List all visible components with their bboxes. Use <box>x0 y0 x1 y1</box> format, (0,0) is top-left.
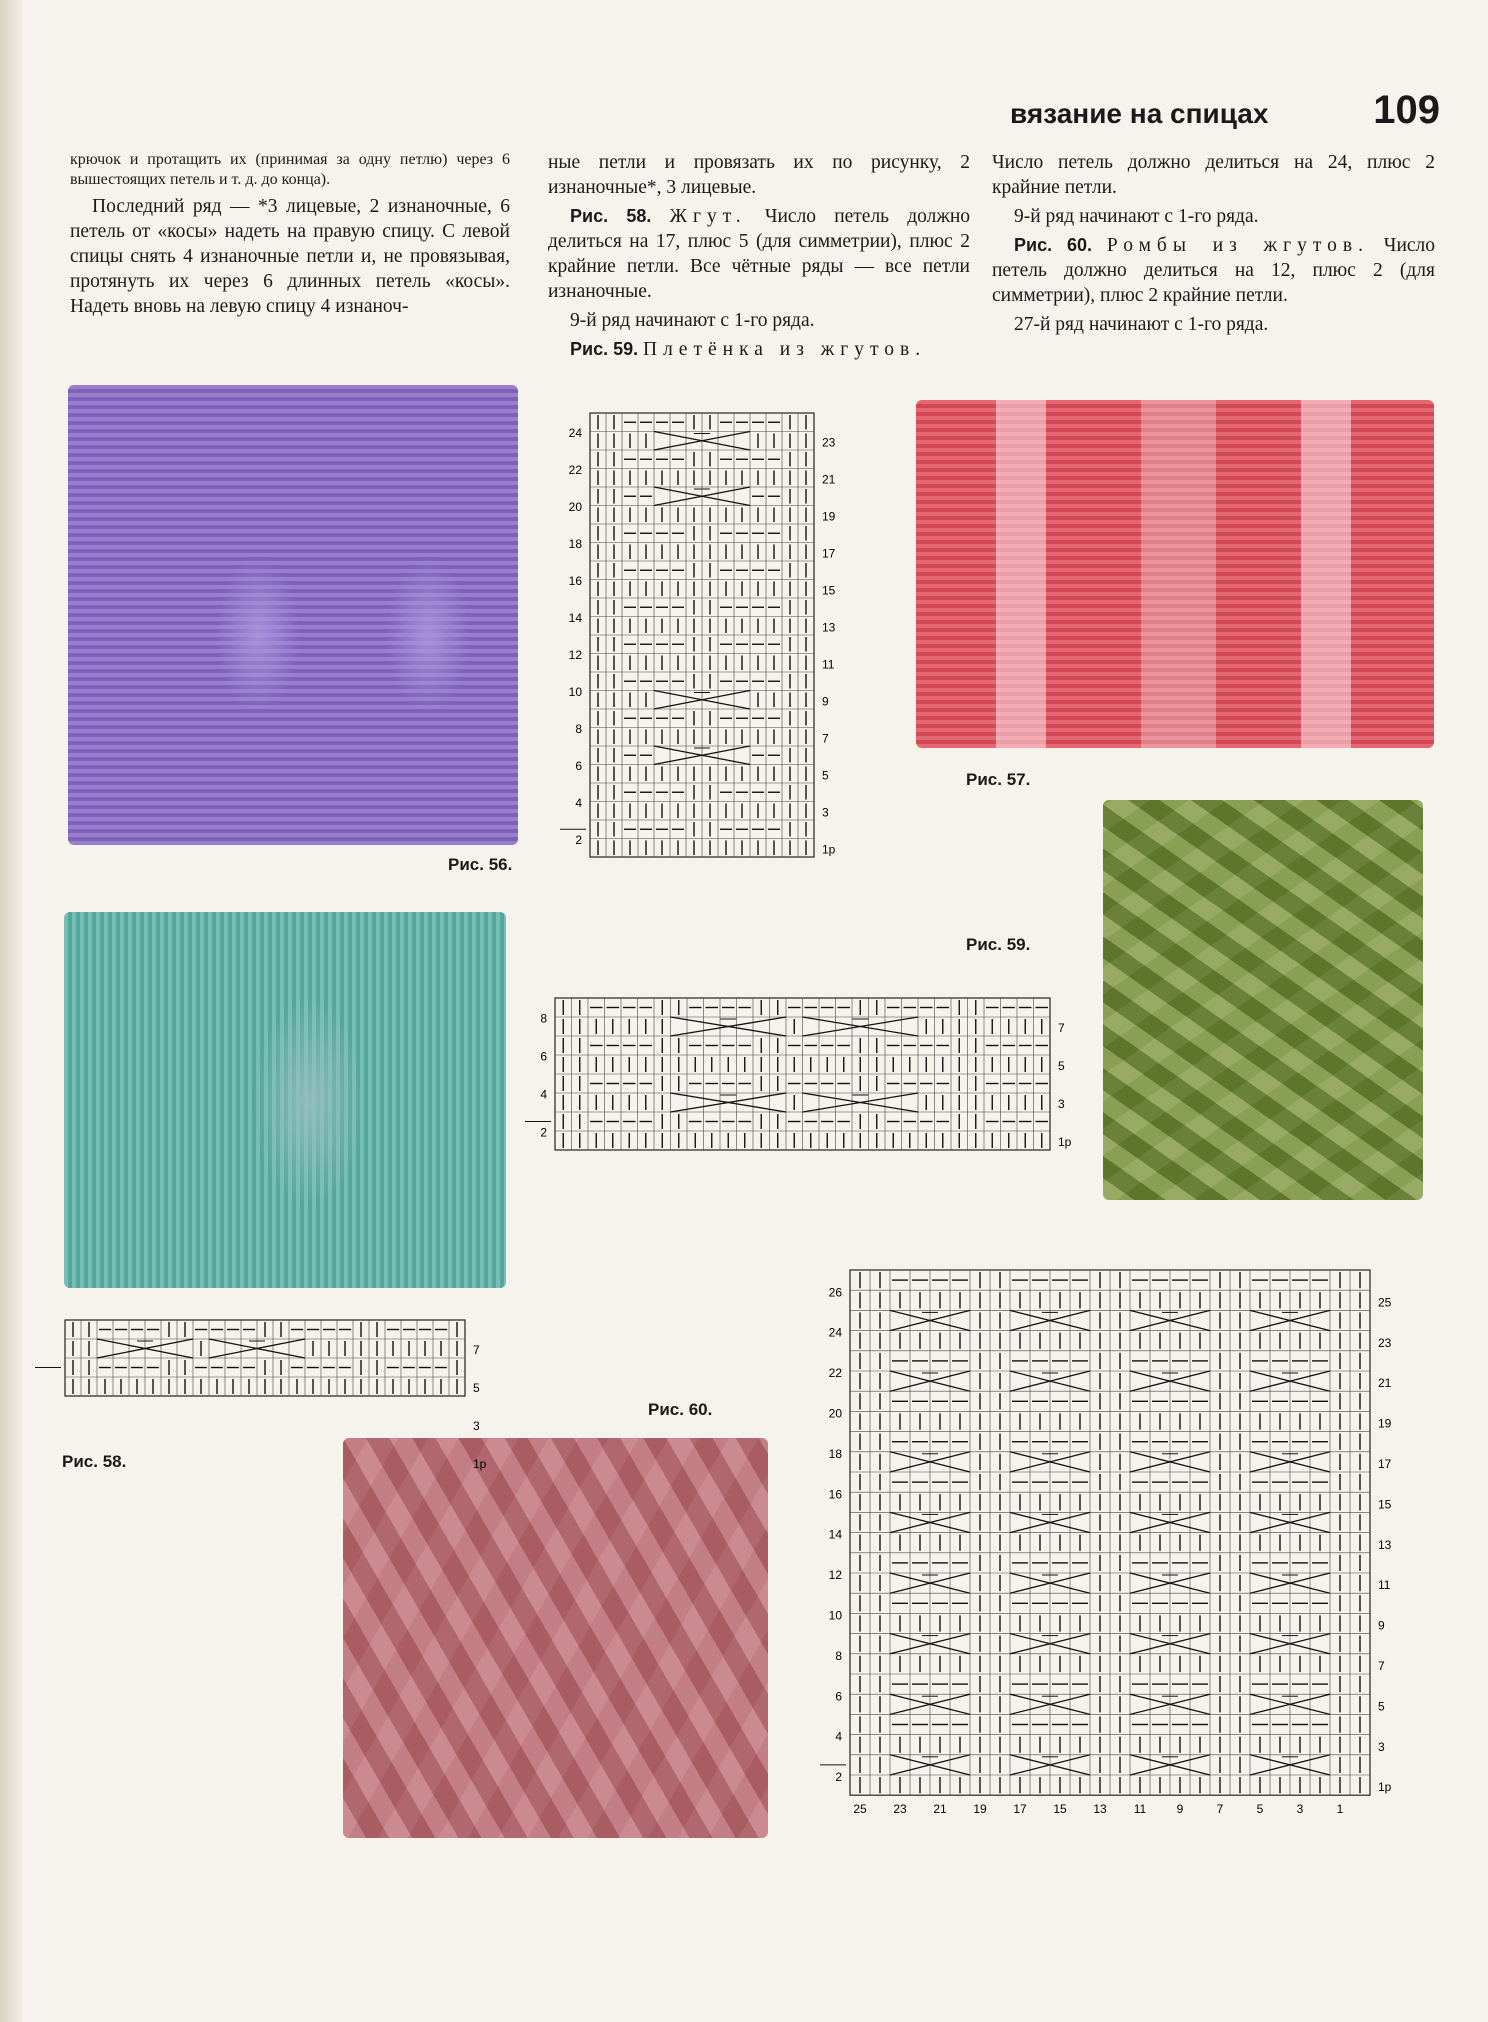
pattern-name: Ромбы из жгутов. <box>1106 235 1369 256</box>
pattern-name: Плетёнка из жгутов. <box>642 339 927 360</box>
knitting-chart-fig60 <box>810 1265 1430 1845</box>
swatch-photo-fig60 <box>343 1438 768 1838</box>
chart60-row-label: 20 <box>828 1406 842 1421</box>
chart60-col-label: 1 <box>1336 1802 1344 1817</box>
chart60-row-label: 14 <box>828 1527 842 1542</box>
swatch-photo-fig59 <box>1103 800 1423 1200</box>
chart60-row-label: 25 <box>1378 1295 1392 1310</box>
chart60-col-label: 3 <box>1296 1802 1304 1817</box>
chart60-row-label: 24 <box>828 1325 842 1340</box>
text-column-2 <box>548 150 970 366</box>
chart59-row-label: 12 <box>568 648 582 663</box>
chart58-row-label: 4 <box>540 1087 547 1102</box>
chart60-row-label: 16 <box>828 1487 842 1502</box>
fig60-description <box>992 233 1435 308</box>
caption-fig56: Рис. 56. <box>448 855 513 874</box>
caption-fig59: Рис. 59. <box>966 935 1031 954</box>
chart59-row-label: 10 <box>568 685 582 700</box>
chart59-row-label: 19 <box>822 509 836 524</box>
chart60-col-label: 19 <box>973 1802 987 1817</box>
chart60-row-label: 5 <box>1378 1699 1385 1714</box>
pattern-text: Число петель должно делиться на 17, плюс 5 (для симметрии), плюс 2 крайние петли. Все чётные ряды — все петли изнаночные. <box>548 206 971 302</box>
swatch-photo-fig58 <box>64 912 506 1288</box>
knitting-chart-fig58 <box>530 980 1090 1180</box>
pattern-text: Число петель должно делиться на 12, плюс 2 (для симметрии), плюс 2 крайние петли. <box>992 235 1436 306</box>
knitting-chart-fig59 <box>562 395 852 895</box>
chart60-row-label: 10 <box>828 1608 842 1623</box>
chart58-row-label: 1р <box>1058 1135 1072 1150</box>
chart59-row-label: 15 <box>822 583 836 598</box>
chart60-row-label: 18 <box>828 1446 842 1461</box>
chart60-col-label: 17 <box>1013 1802 1027 1817</box>
chart59-row-label: 18 <box>568 537 582 552</box>
paragraph: 9-й ряд начинают с 1-го ряда. <box>570 310 815 331</box>
caption-fig57: Рис. 57. <box>966 770 1031 789</box>
chart57-row-label: 1р <box>473 1457 487 1472</box>
chart59-row-label: 8 <box>575 722 582 737</box>
chart60-col-label: 25 <box>853 1802 867 1817</box>
chart60-row-label: 21 <box>1378 1376 1392 1391</box>
page-header <box>1010 88 1440 142</box>
paragraph: 27-й ряд начинают с 1-го ряда. <box>1014 314 1269 335</box>
chart60-row-label: 2 <box>835 1770 842 1785</box>
chart59-row-label: 17 <box>822 546 836 561</box>
chart60-col-label: 7 <box>1216 1802 1224 1817</box>
chart59-row-label: 21 <box>822 472 836 487</box>
chart60-row-label: 1р <box>1378 1780 1392 1795</box>
chart59-row-label: 7 <box>822 731 829 746</box>
chart59-row-label: 23 <box>822 435 836 450</box>
chart58-row-label: 7 <box>1058 1021 1065 1036</box>
chart59-row-label: 16 <box>568 574 582 589</box>
text-column-1 <box>70 150 510 323</box>
chart57-row-label: 3 <box>473 1419 480 1434</box>
chart58-row-label: 5 <box>1058 1059 1065 1074</box>
chart60-row-label: 3 <box>1378 1739 1385 1754</box>
chart59-row-label: 13 <box>822 620 836 635</box>
pattern-name: Жгут. <box>669 206 747 227</box>
chart59-row-label: 9 <box>822 694 829 709</box>
page-number: 109 <box>1373 88 1440 132</box>
fig59-description <box>548 337 970 362</box>
chart59-row-label: 24 <box>568 426 582 441</box>
fig-ref: Рис. 60. <box>1014 235 1093 255</box>
chart60-row-label: 12 <box>828 1568 842 1583</box>
chart59-row-label: 22 <box>568 463 582 478</box>
chart59-row-label: 3 <box>822 805 829 820</box>
chart60-col-label: 5 <box>1256 1802 1264 1817</box>
page-edge <box>0 0 22 2022</box>
chart60-col-label: 21 <box>933 1802 947 1817</box>
paragraph: Число петель должно делиться на 24, плюс 2 крайние петли. <box>992 152 1435 198</box>
chart59-row-label: 4 <box>575 796 582 811</box>
chart60-row-label: 9 <box>1378 1618 1385 1633</box>
chart58-row-label: 3 <box>1058 1097 1065 1112</box>
fig58-description <box>548 204 970 304</box>
chart57-row-label: 5 <box>473 1381 480 1396</box>
chart59-row-label: 2 <box>575 833 582 848</box>
fig-ref: Рис. 58. <box>570 206 652 226</box>
chart60-col-label: 11 <box>1133 1802 1147 1817</box>
chart59-row-label: 20 <box>568 500 582 515</box>
chart60-col-label: 13 <box>1093 1802 1107 1817</box>
chart60-row-label: 11 <box>1378 1578 1391 1593</box>
chart60-row-label: 17 <box>1378 1456 1392 1471</box>
chart59-row-label: 6 <box>575 759 582 774</box>
chart58-row-label: 6 <box>540 1049 547 1064</box>
paragraph: ные петли и провязать их по рисунку, 2 изнаночные*, 3 лицевые. <box>548 152 970 198</box>
chart60-col-label: 23 <box>893 1802 907 1817</box>
chart60-row-label: 23 <box>1378 1335 1392 1350</box>
chart60-row-label: 19 <box>1378 1416 1392 1431</box>
chart60-row-label: 4 <box>835 1729 842 1744</box>
chart60-row-label: 13 <box>1378 1537 1392 1552</box>
section-title: вязание на спицах <box>1010 98 1269 129</box>
chart60-row-label: 6 <box>835 1689 842 1704</box>
chart60-row-label: 7 <box>1378 1658 1385 1673</box>
chart59-row-label: 14 <box>568 611 582 626</box>
chart60-row-label: 22 <box>828 1366 842 1381</box>
chart60-col-label: 9 <box>1176 1802 1184 1817</box>
chart58-row-label: 8 <box>540 1011 547 1026</box>
paragraph: 9-й ряд начинают с 1-го ряда. <box>1014 206 1259 227</box>
chart59-row-label: 1р <box>822 842 836 857</box>
text-column-3 <box>992 150 1435 341</box>
chart60-row-label: 8 <box>835 1648 842 1663</box>
paragraph: крючок и протащить их (принимая за одну петлю) через 6 вышестоящих петель и т. д. до конца). <box>70 151 510 188</box>
fig-ref: Рис. 59. <box>570 339 639 359</box>
chart58-row-label: 2 <box>540 1125 547 1140</box>
chart57-row-label: 7 <box>473 1343 480 1358</box>
swatch-photo-fig56 <box>68 385 518 845</box>
paragraph: Последний ряд — *3 лицевые, 2 изнаночные, 6 петель от «косы» надеть на правую спицу. С левой спицы снять 4 изнаночные петли и, не провязывая, протянуть их через 6 длинных петель «косы». Надеть вновь на левую спицу 4 изнаноч- <box>70 196 510 317</box>
caption-fig60: Рис. 60. <box>648 1400 713 1419</box>
swatch-photo-fig57 <box>916 400 1434 748</box>
chart59-row-label: 5 <box>822 768 829 783</box>
chart60-row-label: 26 <box>828 1285 842 1300</box>
chart59-row-label: 11 <box>822 657 835 672</box>
chart60-col-label: 15 <box>1053 1802 1067 1817</box>
caption-fig58: Рис. 58. <box>62 1452 127 1471</box>
chart60-row-label: 15 <box>1378 1497 1392 1512</box>
